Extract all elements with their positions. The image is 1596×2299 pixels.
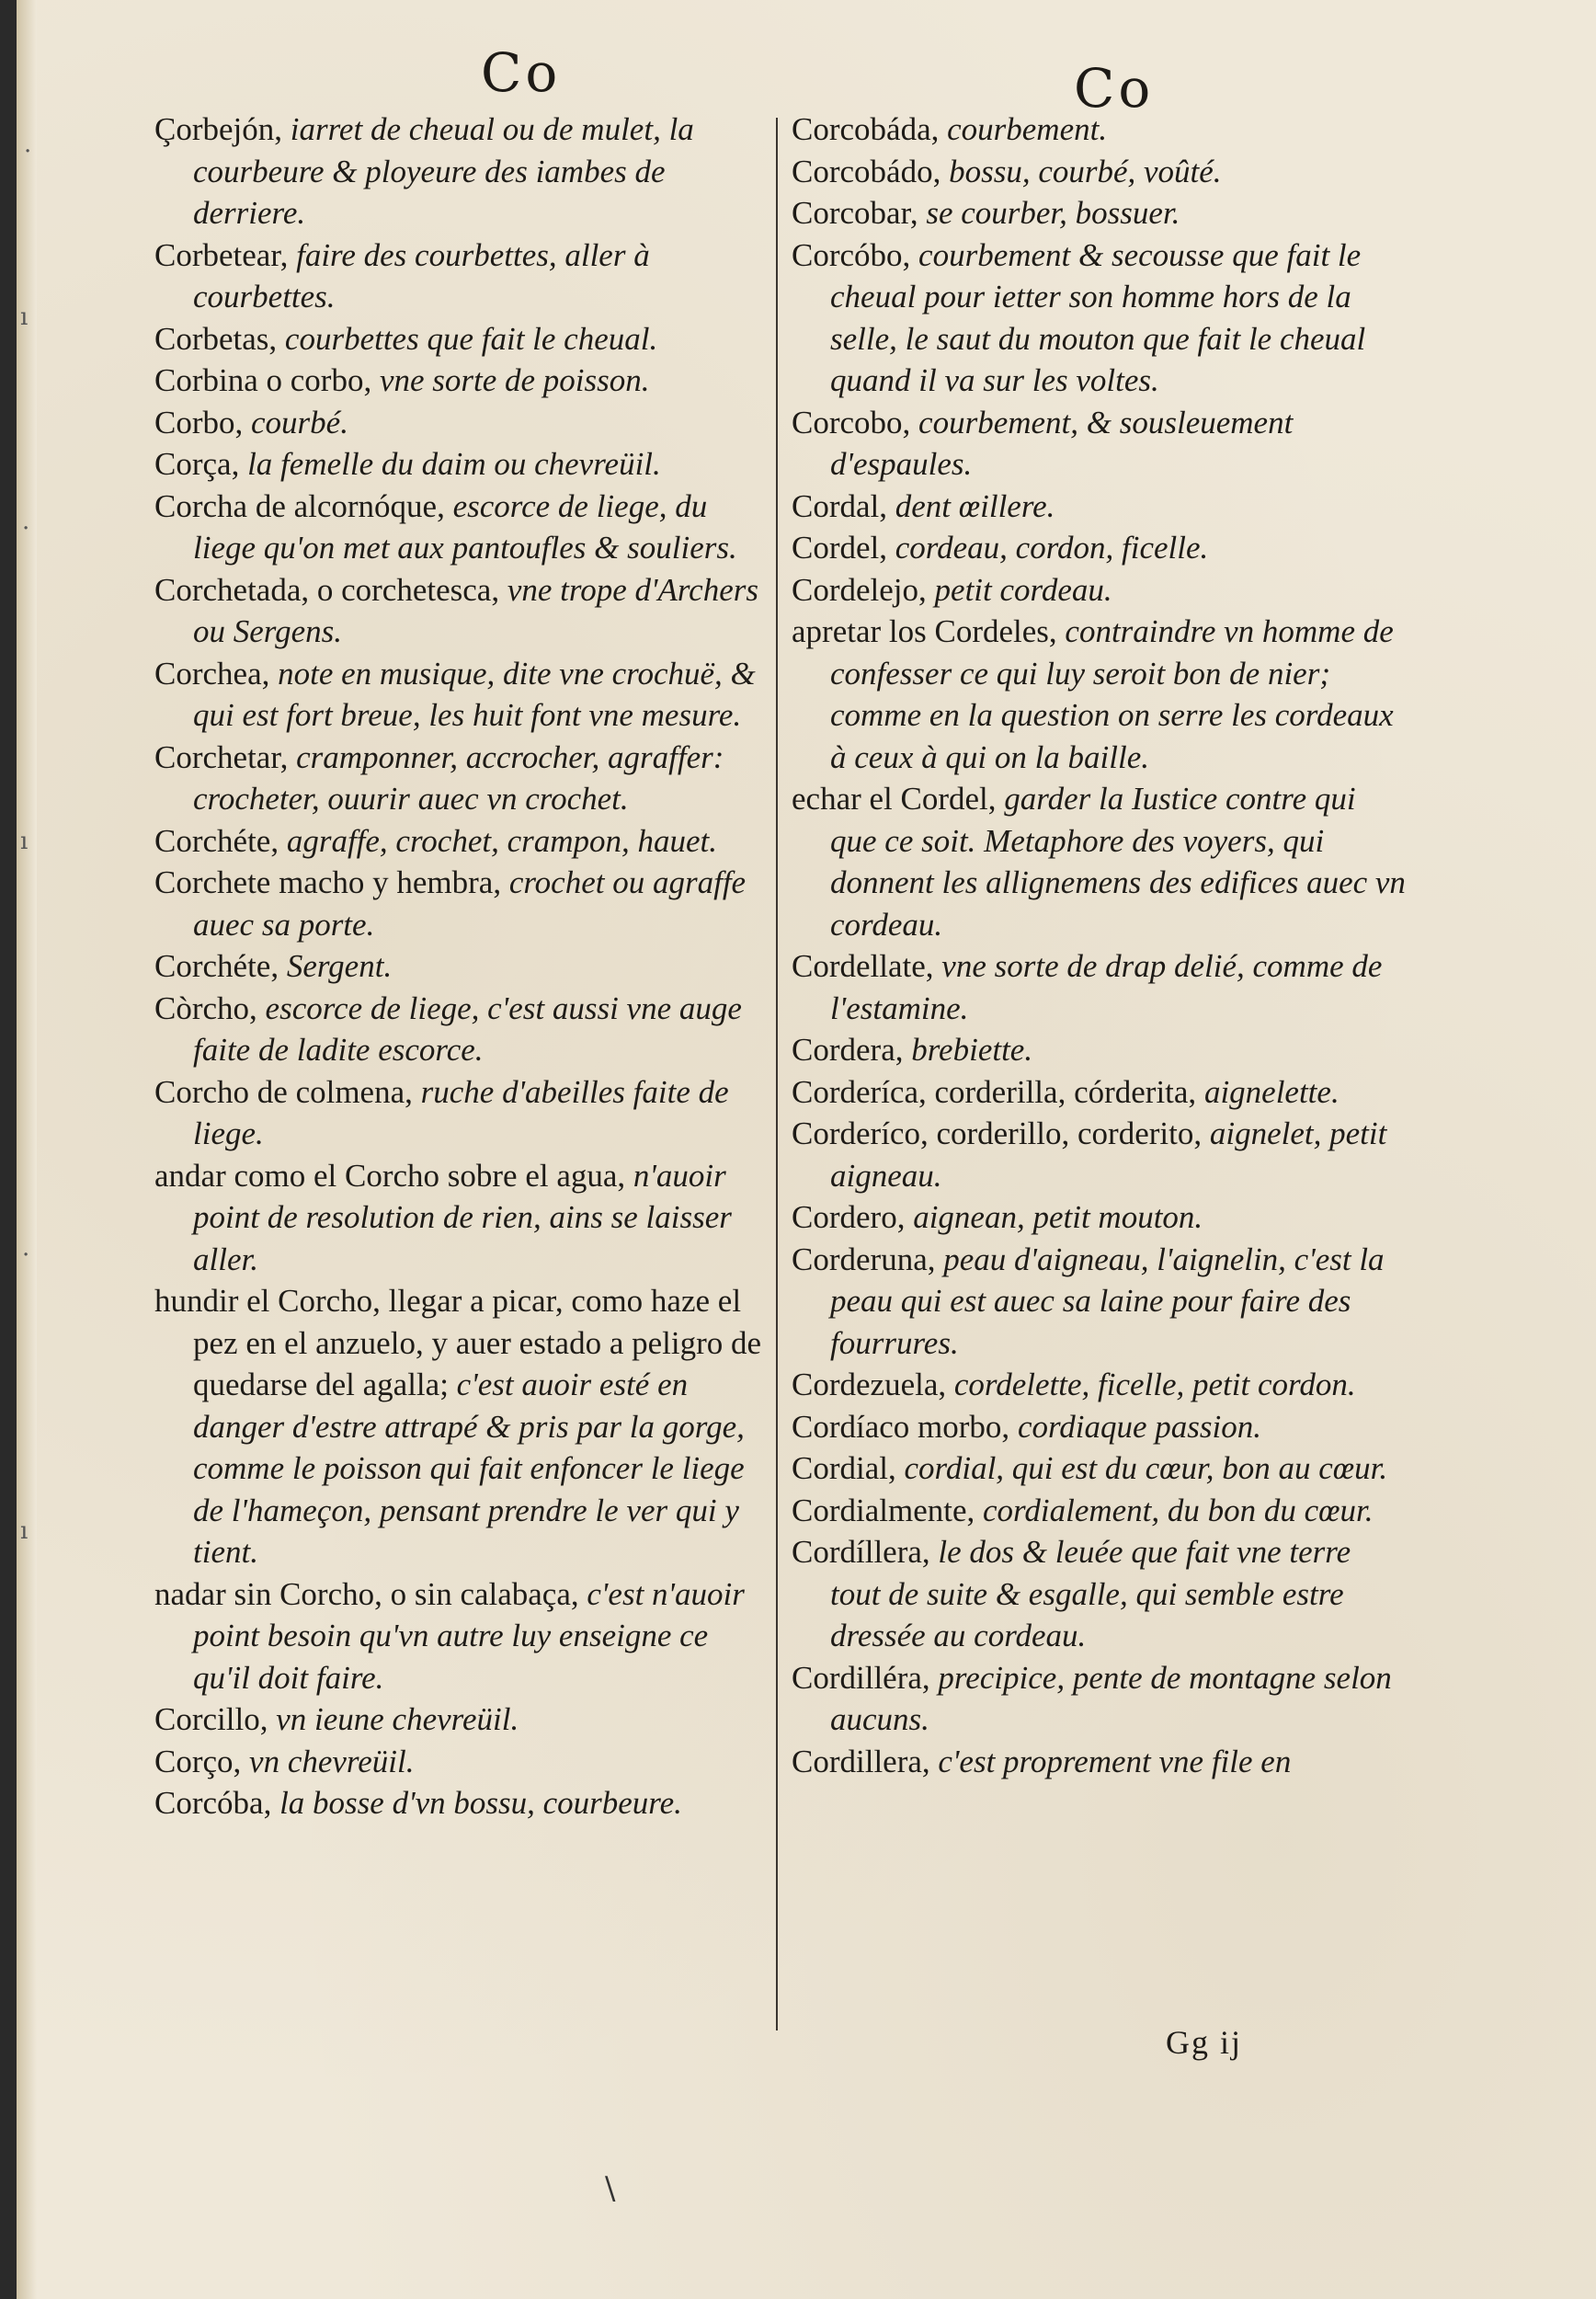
dictionary-entry: [154, 234, 766, 318]
dictionary-entry: [792, 1196, 1408, 1239]
headword: Corbo,: [154, 404, 244, 440]
headword: Corcóba,: [154, 1785, 272, 1821]
definition: courbement & secousse que fait le cheual pour ietter son homme hors de la selle, le saut du mouton que fait le cheual quand il va sur les voltes.: [830, 236, 1366, 398]
running-head-right: Co: [1074, 57, 1155, 120]
definition: bossu, courbé, voûté.: [940, 153, 1222, 189]
headword: Corderíca, corderilla, córderita,: [792, 1073, 1197, 1110]
headword: Cordelejo,: [792, 571, 927, 608]
headword: Cordialmente,: [792, 1492, 975, 1528]
headword: Corça,: [154, 446, 240, 482]
headword: Cordellate,: [792, 948, 934, 984]
headword: hundir el Corcho, llegar a picar, como haze el pez en el anzuelo, y auer estado a peligro de quedarse del agalla;: [154, 1283, 762, 1402]
headword: nadar sin Corcho, o sin calabaça,: [154, 1575, 579, 1612]
headword: Corchete macho y hembra,: [154, 864, 502, 900]
dictionary-entry: [154, 486, 766, 569]
definition: escorce de liege, c'est aussi vne auge faite de ladite escorce.: [193, 989, 742, 1068]
ink-speck: \: [605, 2170, 616, 2207]
definition: agraffe, crochet, crampon, hauet.: [279, 822, 718, 859]
gutter-mark: ı: [20, 303, 28, 331]
dictionary-entry: [154, 820, 766, 863]
definition: courbé.: [243, 404, 348, 440]
dictionary-entry: [154, 443, 766, 486]
definition: cordeau, cordon, ficelle.: [887, 530, 1209, 566]
headword: Cordezuela,: [792, 1367, 947, 1402]
definition: se courber, bossuer.: [918, 195, 1180, 231]
dictionary-entry: [792, 1490, 1408, 1532]
headword: Corcobáda,: [792, 111, 940, 147]
dictionary-entry: [792, 1364, 1408, 1406]
definition: vne sorte de poisson.: [371, 362, 650, 398]
definition: cordialement, du bon du cœur.: [975, 1492, 1374, 1528]
gutter-mark: ·: [24, 138, 32, 166]
definition: cramponner, accrocher, agraffer: crocheter, ouurir auec vn crochet.: [193, 738, 724, 817]
dictionary-entry: [154, 402, 766, 444]
definition: dent œillere.: [887, 487, 1055, 524]
headword: Corcóbo,: [792, 236, 911, 273]
headword: Cordíaco morbo,: [792, 1408, 1010, 1445]
headword: Corcho de colmena,: [154, 1073, 413, 1110]
definition: c'est n'auoir point besoin qu'vn autre luy enseigne ce qu'il doit faire.: [193, 1575, 745, 1696]
definition: garder la Iustice contre qui que ce soit. Metaphore des voyers, qui donnent les allignemens des edifices auec vn cordeau.: [830, 781, 1406, 943]
dictionary-entry: [154, 569, 766, 653]
headword: Cordíllera,: [792, 1534, 930, 1570]
dictionary-entry: [792, 1741, 1408, 1783]
dictionary-entry: [154, 653, 766, 737]
definition: cordelette, ficelle, petit cordon.: [946, 1367, 1356, 1402]
dictionary-entry: [154, 1071, 766, 1155]
definition: vne trope d'Archers ou Sergens.: [193, 571, 758, 649]
headword: Cordillera,: [792, 1743, 930, 1779]
definition: n'auoir point de resolution de rien, ains se laisser aller.: [193, 1157, 732, 1277]
definition: le dos & leuée que fait vne terre tout de suite & esgalle, qui semble estre dressée au cordeau.: [830, 1534, 1351, 1653]
dictionary-entry: [792, 1657, 1408, 1741]
definition: contraindre vn homme de confesser ce qui luy seroit bon de nier; comme en la question on serre les cordeaux à ceux à qui on la baille.: [830, 613, 1394, 775]
headword: Corcobo,: [792, 404, 911, 440]
dictionary-entry: [154, 109, 766, 234]
headword: Corcillo,: [154, 1701, 268, 1737]
dictionary-entry: [792, 527, 1408, 569]
headword: Corderíco, corderillo, corderito,: [792, 1115, 1203, 1151]
dictionary-entry: [792, 611, 1408, 778]
definition: aignelette.: [1196, 1073, 1340, 1110]
right-column: [792, 109, 1408, 1782]
definition: la femelle du daim ou chevreüil.: [239, 446, 661, 482]
dictionary-entry: [792, 1029, 1408, 1071]
dictionary-entry: [792, 234, 1408, 402]
dictionary-entry: [792, 1406, 1408, 1448]
definition: aignelet, petit aigneau.: [830, 1115, 1387, 1194]
headword: Corbina o corbo,: [154, 362, 372, 398]
dictionary-entry: [154, 1699, 766, 1741]
headword: Cordal,: [792, 487, 888, 524]
headword: Cordera,: [792, 1032, 904, 1068]
dictionary-entry: [792, 151, 1408, 193]
definition: la bosse d'vn bossu, courbeure.: [271, 1785, 682, 1821]
definition: iarret de cheual ou de mulet, la courbeure & ployeure des iambes de derriere.: [193, 111, 694, 231]
left-column: [154, 109, 766, 1824]
definition: cordial, qui est du cœur, bon au cœur.: [895, 1450, 1388, 1486]
dictionary-entry: [792, 192, 1408, 234]
gutter-mark: ı: [20, 828, 28, 855]
headword: Corchetar,: [154, 738, 289, 775]
dictionary-entry: [792, 778, 1408, 945]
headword: Corbetear,: [154, 236, 289, 273]
dictionary-entry: [792, 569, 1408, 612]
definition: courbement.: [939, 111, 1108, 147]
headword: Corço,: [154, 1743, 242, 1779]
headword: Corcha de alcornóque,: [154, 487, 445, 524]
headword: Corcobar,: [792, 195, 918, 231]
definition: petit cordeau.: [926, 571, 1112, 608]
headword: Corchéte,: [154, 822, 279, 859]
headword: Cordel,: [792, 530, 888, 566]
dictionary-entry: [154, 1155, 766, 1281]
gutter-mark: ·: [22, 515, 30, 543]
definition: c'est proprement vne file en: [929, 1743, 1292, 1779]
headword: Corchetada, o corchetesca,: [154, 571, 500, 608]
dictionary-entry: [154, 1573, 766, 1699]
dictionary-entry: [792, 1113, 1408, 1196]
dictionary-entry: [154, 1280, 766, 1573]
headword: Corbetas,: [154, 320, 278, 357]
column-divider: [776, 118, 778, 2030]
headword: Cordial,: [792, 1450, 896, 1486]
definition: courbement, & sousleuement d'espaules.: [830, 404, 1294, 482]
headword: Cordilléra,: [792, 1659, 930, 1696]
headword: Corchéte,: [154, 948, 279, 984]
headword: Cordero,: [792, 1199, 906, 1235]
headword: Còrcho,: [154, 989, 257, 1026]
headword: Corchea,: [154, 655, 270, 692]
dictionary-entry: [792, 1531, 1408, 1657]
gutter-mark: ı: [20, 1517, 28, 1545]
dictionary-entry: [154, 360, 766, 402]
dictionary-entry: [792, 1071, 1408, 1114]
definition: vn chevreüil.: [241, 1743, 415, 1779]
dictionary-entry: [154, 862, 766, 945]
dictionary-entry: [154, 1741, 766, 1783]
definition: cordiaque passion.: [1009, 1408, 1262, 1445]
headword: apretar los Cordeles,: [792, 613, 1057, 649]
book-page: [17, 0, 1596, 2299]
definition: ruche d'abeilles faite de liege.: [193, 1073, 729, 1151]
definition: peau d'aigneau, l'aignelin, c'est la peau qui est auec sa laine pour faire des fourrures.: [830, 1241, 1385, 1361]
dictionary-entry: [792, 1447, 1408, 1490]
definition: aignean, petit mouton.: [905, 1199, 1203, 1235]
definition: escorce de liege, du liege qu'on met aux pantoufles & souliers.: [193, 487, 737, 566]
signature-mark: Gg ij: [1166, 2024, 1243, 2061]
definition: c'est auoir esté en danger d'estre attrapé & pris par la gorge, comme le poisson qui fait enfoncer le liege de l'hameçon, pensant prendre le ver qui y tient.: [193, 1367, 745, 1570]
dictionary-entry: [792, 402, 1408, 486]
definition: crochet ou agraffe auec sa porte.: [193, 864, 747, 943]
dictionary-entry: [154, 988, 766, 1071]
definition: note en musique, dite vne crochuë, & qui est fort breue, les huit font vne mesure.: [193, 655, 756, 733]
headword: Corcobádo,: [792, 153, 941, 189]
definition: courbettes que fait le cheual.: [277, 320, 658, 357]
definition: vne sorte de drap delié, comme de l'estamine.: [830, 948, 1383, 1026]
dictionary-entry: [792, 109, 1408, 151]
definition: Sergent.: [279, 948, 393, 984]
page-gutter-edge: [17, 0, 37, 2299]
dictionary-entry: [154, 318, 766, 360]
definition: vn ieune chevreüil.: [268, 1701, 519, 1737]
dictionary-entry: [792, 1239, 1408, 1365]
dictionary-entry: [792, 945, 1408, 1029]
dictionary-entry: [792, 486, 1408, 528]
running-head-left: Co: [481, 41, 562, 104]
dictionary-entry: [154, 945, 766, 988]
dictionary-entry: [154, 1782, 766, 1824]
gutter-mark: ·: [22, 1241, 30, 1269]
headword: Çorbejón,: [154, 111, 283, 147]
dictionary-entry: [154, 737, 766, 820]
headword: andar como el Corcho sobre el agua,: [154, 1157, 626, 1194]
definition: precipice, pente de montagne selon aucuns.: [830, 1659, 1392, 1737]
headword: Corderuna,: [792, 1241, 936, 1277]
definition: brebiette.: [903, 1032, 1033, 1068]
definition: faire des courbettes, aller à courbettes.: [193, 236, 650, 315]
headword: echar el Cordel,: [792, 781, 997, 817]
